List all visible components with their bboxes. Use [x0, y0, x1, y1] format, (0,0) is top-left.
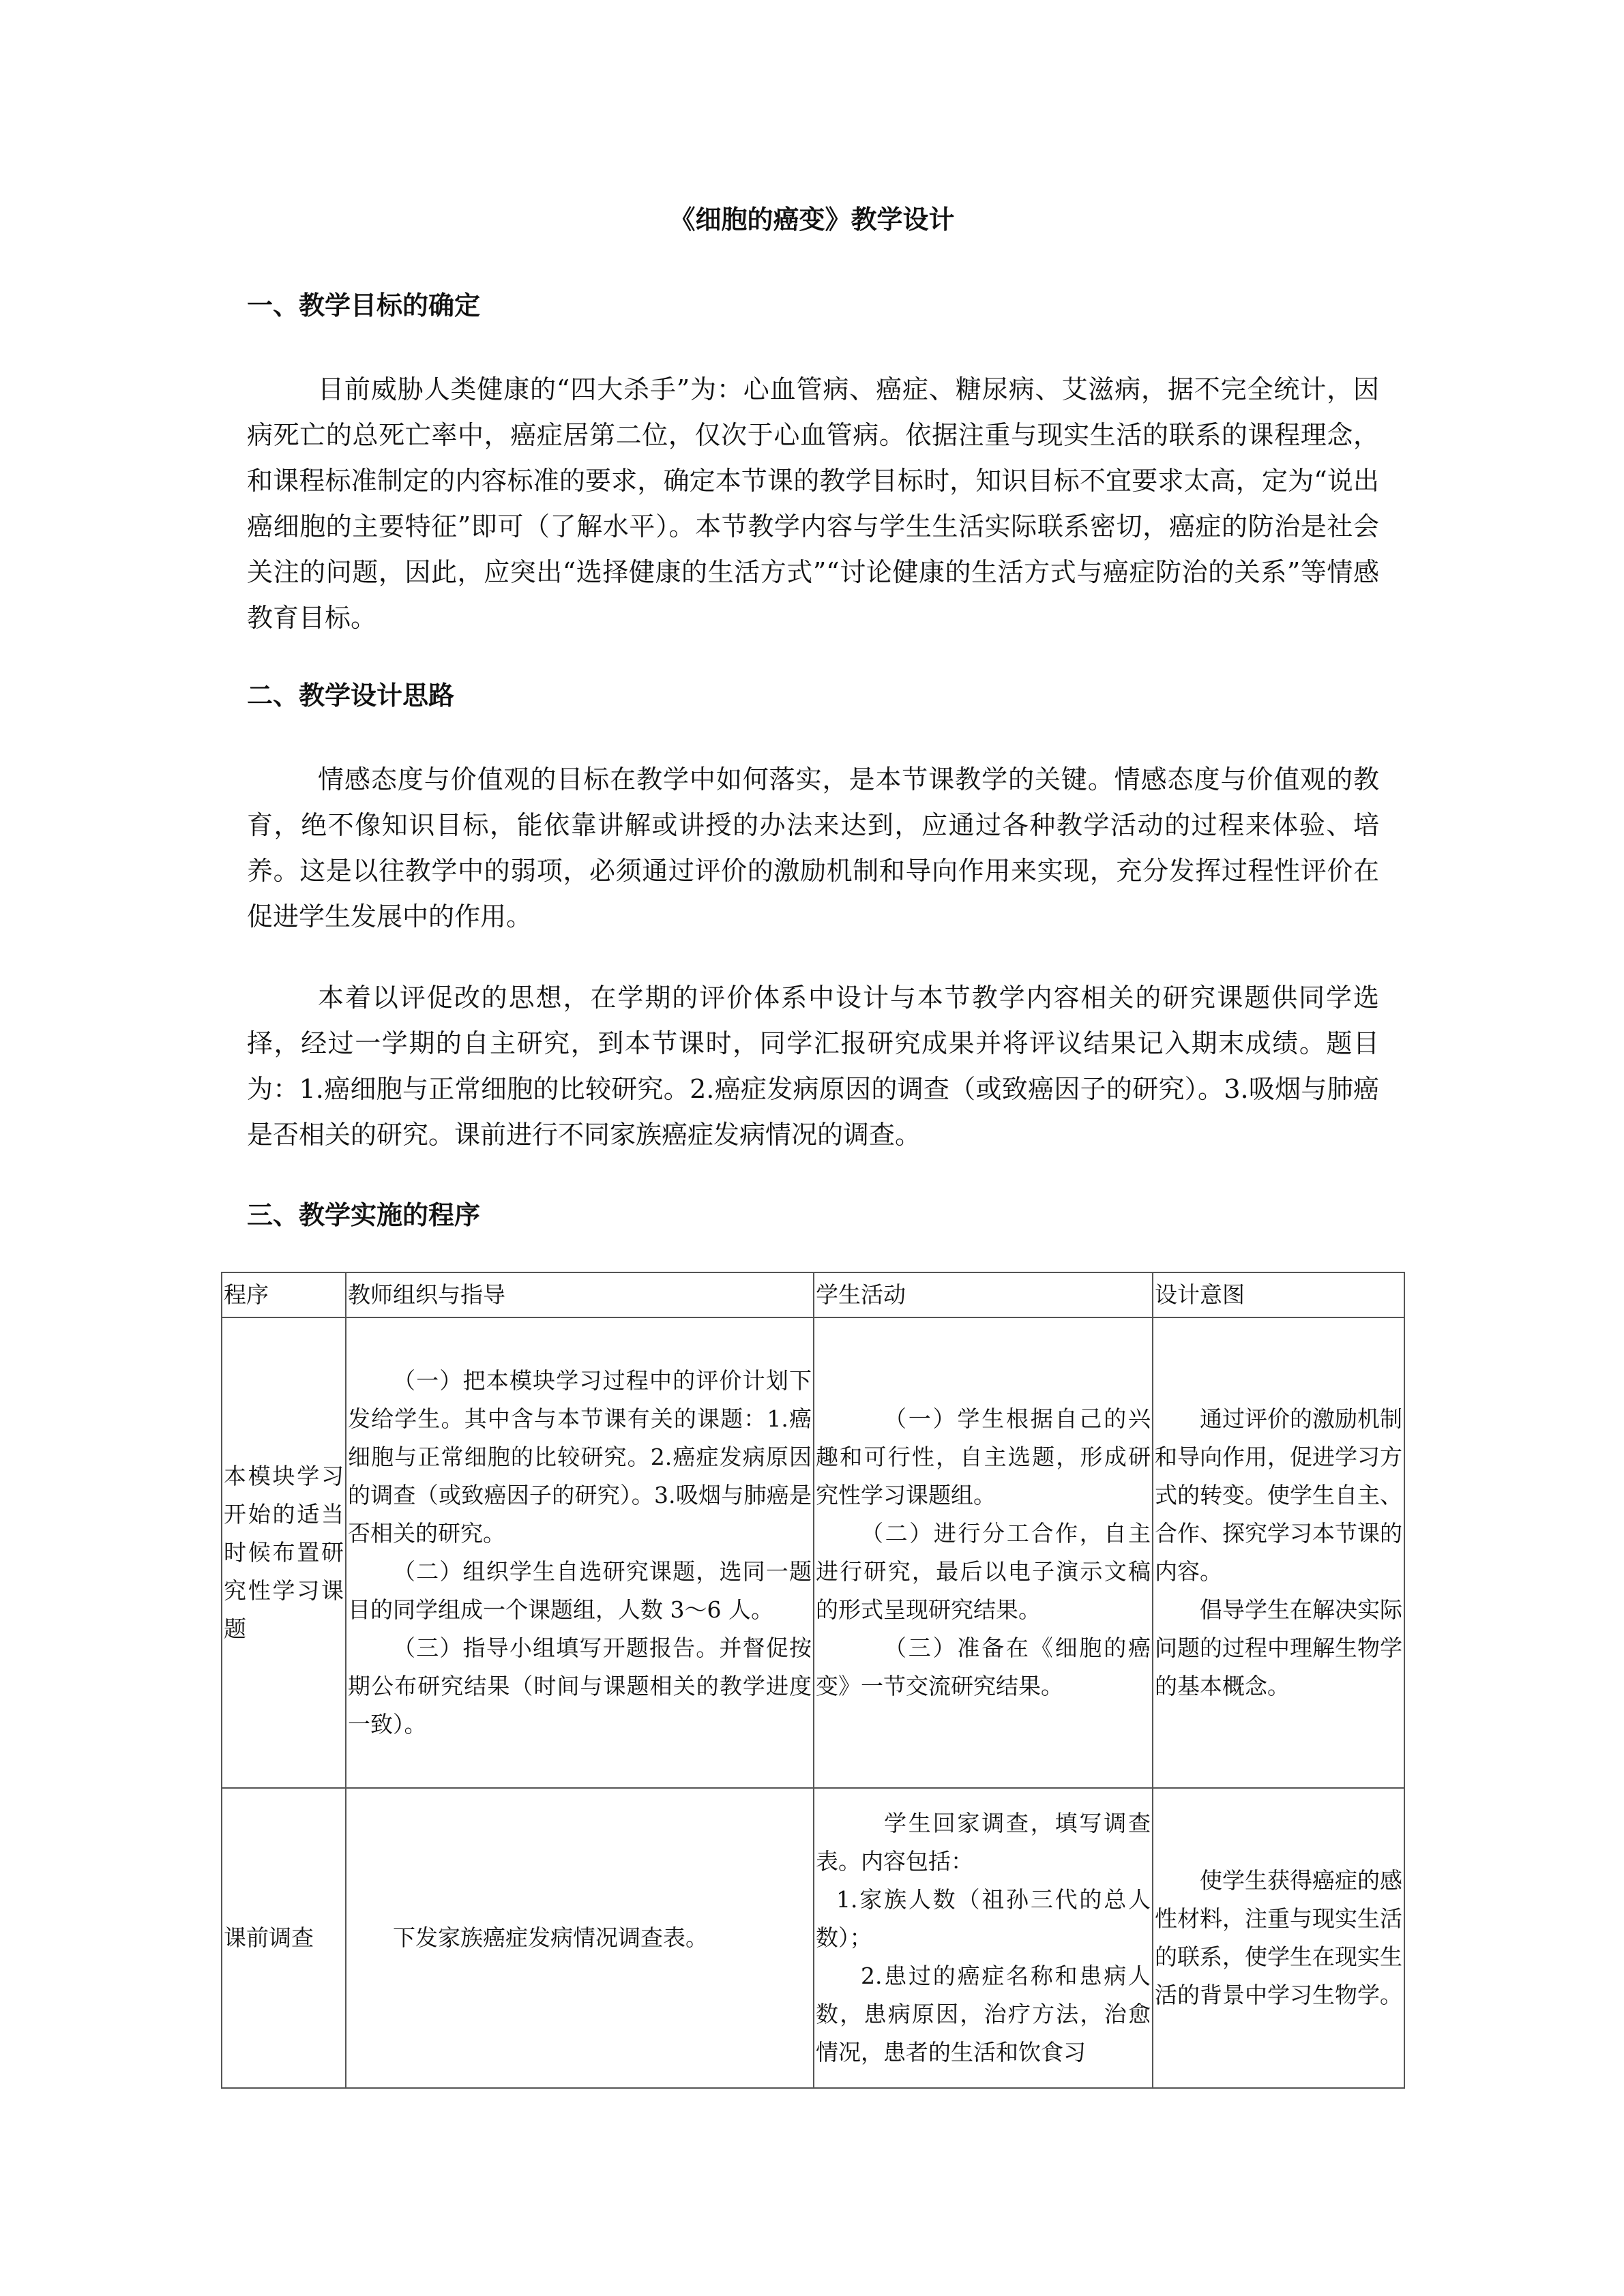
row1-teacher-item: （二）组织学生自选研究课题，选同一题目的同学组成一个课题组，人数 3～6 人。 — [348, 1558, 812, 1623]
row2-teacher: 下发家族癌症发病情况调查表。 — [393, 1924, 708, 1951]
row2-intent: 使学生获得癌症的感性材料，注重与现实生活的联系，使学生在现实生活的背景中学习生物学。 — [1155, 1867, 1402, 2008]
row2-student-item: 1.家族人数（祖孙三代的总人数）； — [816, 1886, 1151, 1951]
row1-student-item: （二）进行分工合作，自主进行研究，最后以电子演示文稿的形式呈现研究结果。 — [816, 1520, 1151, 1623]
row1-student-cell — [814, 1317, 1153, 1788]
document-title: 《细胞的癌变》教学设计 — [669, 204, 955, 235]
section-2-paragraph-1: 情感态度与价值观的目标在教学中如何落实，是本节课教学的关键。情感态度与价值观的教育，绝不像知识目标，能依靠讲解或讲授的办法来达到，应通过各种教学活动的过程来体验、培养。这是以往教学中的弱项，必须通过评价的激励机制和导向作用来实现，充分发挥过程性评价在促进学生发展中的作用。 — [247, 764, 1379, 931]
row1-intent-item: 倡导学生在解决实际问题的过程中理解生物学的基本概念。 — [1155, 1596, 1402, 1699]
row2-student-item: 学生回家调查，填写调查表。内容包括： — [816, 1810, 1151, 1875]
section-heading-3: 三、教学实施的程序 — [247, 1199, 481, 1230]
header-procedure: 程序 — [222, 1272, 346, 1317]
section-heading-2: 二、教学设计思路 — [247, 680, 455, 711]
section-1-paragraph: 目前威胁人类健康的“四大杀手”为：心血管病、癌症、糖尿病、艾滋病，据不完全统计，因病死亡的总死亡率中，癌症居第二位，仅次于心血管病。依据注重与现实生活的联系的课程理念，和课程标准制定的内容标准的要求，确定本节课的教学目标时，知识目标不宜要求太高，定为“说出癌细胞的主要特征”即可（了解水平）。本节教学内容与学生生活实际联系密切，癌症的防治是社会关注的问题，因此，应突出“选择健康的生活方式”“讨论健康的生活方式与癌症防治的关系”等情感教育目标。 — [247, 374, 1379, 633]
table-header-row — [222, 1272, 1404, 1317]
header-teacher: 教师组织与指导 — [346, 1272, 814, 1317]
section-2-paragraph-2: 本着以评促改的思想，在学期的评价体系中设计与本节教学内容相关的研究课题供同学选择，经过一学期的自主研究，到本节课时，同学汇报研究成果并将评议结果记入期末成绩。题目为：1.癌细胞与正常细胞的比较研究。2.癌症发病原因的调查（或致癌因子的研究）。3.吸烟与肺癌是否相关的研究。课前进行不同家族癌症发病情况的调查。 — [247, 983, 1379, 1150]
row2-student-cell — [814, 1788, 1153, 2088]
row1-procedure: 本模块学习开始的适当时候布置研究性学习课题 — [224, 1463, 344, 1642]
header-student: 学生活动 — [814, 1272, 1153, 1317]
procedure-table — [221, 1272, 1405, 2089]
row2-teacher-cell — [346, 1788, 814, 2088]
section-heading-1: 一、教学目标的确定 — [247, 290, 481, 320]
row2-intent-cell — [1153, 1788, 1404, 2088]
row2-procedure: 课前调查 — [224, 1924, 314, 1951]
header-intent: 设计意图 — [1153, 1272, 1404, 1317]
row1-teacher-item: （一）把本模块学习过程中的评价计划下发给学生。其中含与本节课有关的课题：1.癌细胞与正常细胞的比较研究。2.癌症发病原因的调查（或致癌因子的研究）。3.吸烟与肺癌是否相关的研究。 — [348, 1367, 812, 1547]
row1-intent-item: 通过评价的激励机制和导向作用，促进学习方式的转变。使学生自主、合作、探究学习本节课的内容。 — [1155, 1405, 1402, 1585]
row1-procedure-cell — [222, 1317, 346, 1788]
row2-student-item: 2.患过的癌症名称和患病人数，患病原因，治疗方法，治愈情况，患者的生活和饮食习 — [816, 1963, 1151, 2066]
row1-teacher-cell — [346, 1317, 814, 1788]
row2-procedure-cell — [222, 1788, 346, 2088]
table-row — [222, 1788, 1404, 2088]
table-row — [222, 1317, 1404, 1788]
row1-student-item: （一）学生根据自己的兴趣和可行性，自主选题，形成研究性学习课题组。 — [816, 1405, 1151, 1508]
row1-intent-cell — [1153, 1317, 1404, 1788]
row1-student-item: （三）准备在《细胞的癌变》一节交流研究结果。 — [816, 1635, 1151, 1699]
row1-teacher-item: （三）指导小组填写开题报告。并督促按期公布研究结果（时间与课题相关的教学进度一致）。 — [348, 1635, 812, 1738]
